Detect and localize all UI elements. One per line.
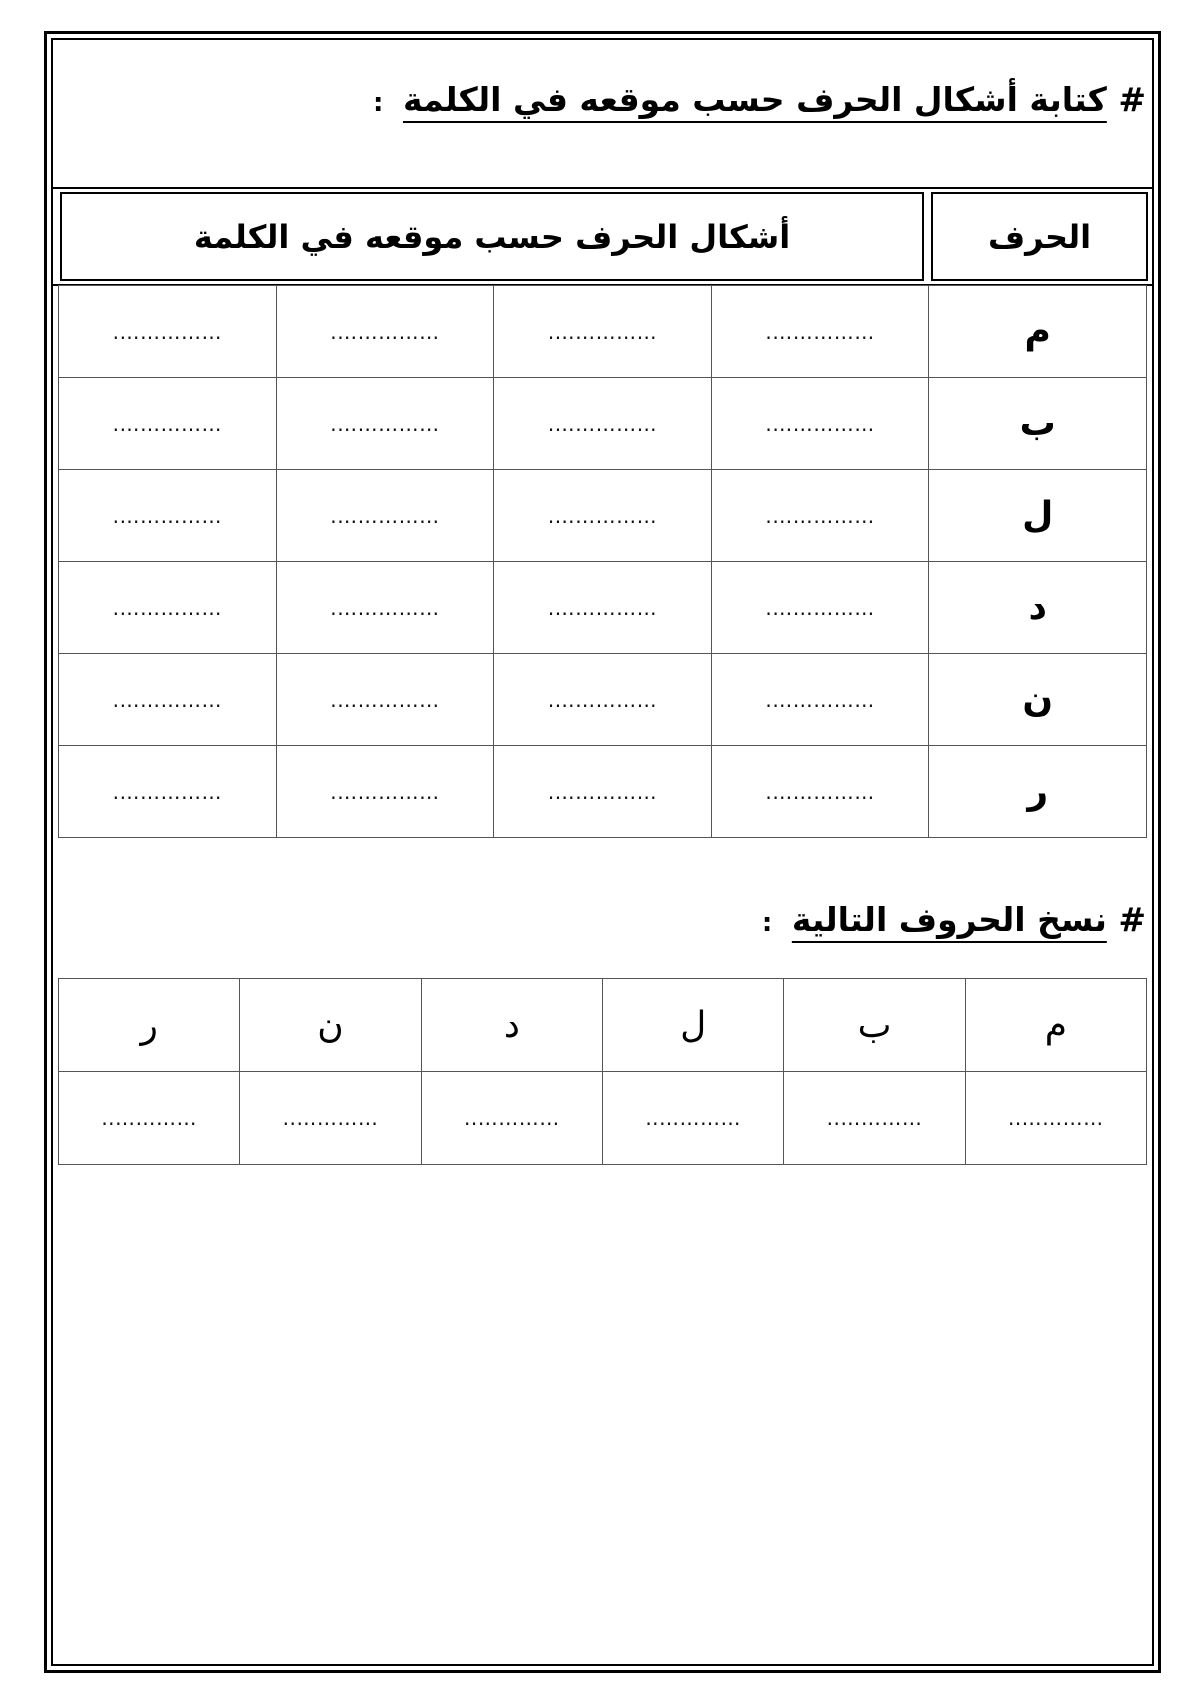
section2-title: نسخ الحروف التالية xyxy=(791,900,1107,939)
dotted-line: ……………. xyxy=(330,595,440,620)
copy-letters-row xyxy=(59,979,1147,1072)
copy-letter: ن xyxy=(240,979,421,1072)
answer-blank[interactable] xyxy=(494,378,712,470)
hash-mark: # xyxy=(1118,80,1146,119)
copy-letter: م xyxy=(965,979,1146,1072)
answer-blank[interactable] xyxy=(276,470,494,562)
answer-blank[interactable] xyxy=(276,654,494,746)
dotted-line: ……………. xyxy=(112,595,222,620)
answer-blank[interactable] xyxy=(276,746,494,838)
dotted-line: ……………. xyxy=(765,319,875,344)
answer-blank[interactable] xyxy=(494,654,712,746)
answer-blank[interactable] xyxy=(711,562,929,654)
answer-blank[interactable] xyxy=(711,654,929,746)
answer-blank[interactable] xyxy=(276,286,494,378)
dotted-line: ……………. xyxy=(112,411,222,436)
dotted-line: ……………. xyxy=(547,595,658,620)
copy-blank[interactable] xyxy=(240,1072,421,1165)
row-letter: م xyxy=(929,286,1147,378)
dotted-line: ……………. xyxy=(765,687,875,712)
row-letter: ر xyxy=(929,746,1147,838)
row-letter: د xyxy=(929,562,1147,654)
answer-blank[interactable] xyxy=(59,562,277,654)
dotted-line: ……………. xyxy=(547,411,658,436)
table-row xyxy=(59,470,1147,562)
section1-colon: : xyxy=(373,88,384,118)
dotted-line: ……………. xyxy=(330,503,440,528)
dotted-line: ………….. xyxy=(463,1106,560,1130)
dotted-line: ……………. xyxy=(330,687,440,712)
dotted-line: ……………. xyxy=(547,687,658,712)
table-row xyxy=(59,378,1147,470)
dotted-line: ………….. xyxy=(101,1106,198,1130)
dotted-line: ……………. xyxy=(330,779,440,804)
table-row xyxy=(59,286,1147,378)
dotted-line: ……………. xyxy=(112,503,222,528)
table-row xyxy=(59,746,1147,838)
section2-heading xyxy=(762,900,1146,943)
copy-blank[interactable] xyxy=(784,1072,965,1165)
dotted-line: ………….. xyxy=(826,1106,923,1130)
copy-letters-table xyxy=(58,978,1147,1165)
answer-blank[interactable] xyxy=(59,378,277,470)
copy-blanks-row xyxy=(59,1072,1147,1165)
row-letter: ب xyxy=(929,378,1147,470)
dotted-line: ………….. xyxy=(645,1106,742,1130)
copy-blank[interactable] xyxy=(965,1072,1146,1165)
table-row xyxy=(59,654,1147,746)
section1-heading xyxy=(373,80,1146,123)
answer-blank[interactable] xyxy=(711,286,929,378)
answer-blank[interactable] xyxy=(711,378,929,470)
section1-title: كتابة أشكال الحرف حسب موقعه في الكلمة xyxy=(402,80,1107,119)
dotted-line: ……………. xyxy=(112,319,222,344)
dotted-line: ……………. xyxy=(765,779,875,804)
header-letter-cell: الحرف xyxy=(931,192,1148,281)
letter-forms-table xyxy=(58,285,1147,838)
dotted-line: ……………. xyxy=(112,779,222,804)
dotted-line: ……………. xyxy=(547,779,658,804)
answer-blank[interactable] xyxy=(59,654,277,746)
dotted-line: ………….. xyxy=(1007,1106,1104,1130)
answer-blank[interactable] xyxy=(494,746,712,838)
copy-blank[interactable] xyxy=(603,1072,784,1165)
answer-blank[interactable] xyxy=(59,746,277,838)
copy-letter: ب xyxy=(784,979,965,1072)
row-letter: ن xyxy=(929,654,1147,746)
answer-blank[interactable] xyxy=(494,562,712,654)
dotted-line: ………….. xyxy=(282,1106,379,1130)
copy-letter: ر xyxy=(59,979,240,1072)
answer-blank[interactable] xyxy=(59,286,277,378)
answer-blank[interactable] xyxy=(494,470,712,562)
table-row xyxy=(59,562,1147,654)
answer-blank[interactable] xyxy=(276,562,494,654)
hash-mark: # xyxy=(1118,900,1146,939)
row-letter: ل xyxy=(929,470,1147,562)
answer-blank[interactable] xyxy=(711,470,929,562)
answer-blank[interactable] xyxy=(494,286,712,378)
section2-colon: : xyxy=(761,908,773,938)
dotted-line: ……………. xyxy=(112,687,222,712)
dotted-line: ……………. xyxy=(330,319,440,344)
copy-letter: ل xyxy=(603,979,784,1072)
answer-blank[interactable] xyxy=(711,746,929,838)
dotted-line: ……………. xyxy=(547,319,658,344)
dotted-line: ……………. xyxy=(330,411,440,436)
dotted-line: ……………. xyxy=(765,503,875,528)
dotted-line: ……………. xyxy=(765,411,875,436)
copy-blank[interactable] xyxy=(421,1072,602,1165)
dotted-line: ……………. xyxy=(547,503,658,528)
copy-blank[interactable] xyxy=(59,1072,240,1165)
dotted-line: ……………. xyxy=(765,595,875,620)
answer-blank[interactable] xyxy=(276,378,494,470)
copy-letter: د xyxy=(421,979,602,1072)
answer-blank[interactable] xyxy=(59,470,277,562)
header-shapes-cell: أشكال الحرف حسب موقعه في الكلمة xyxy=(60,192,924,281)
